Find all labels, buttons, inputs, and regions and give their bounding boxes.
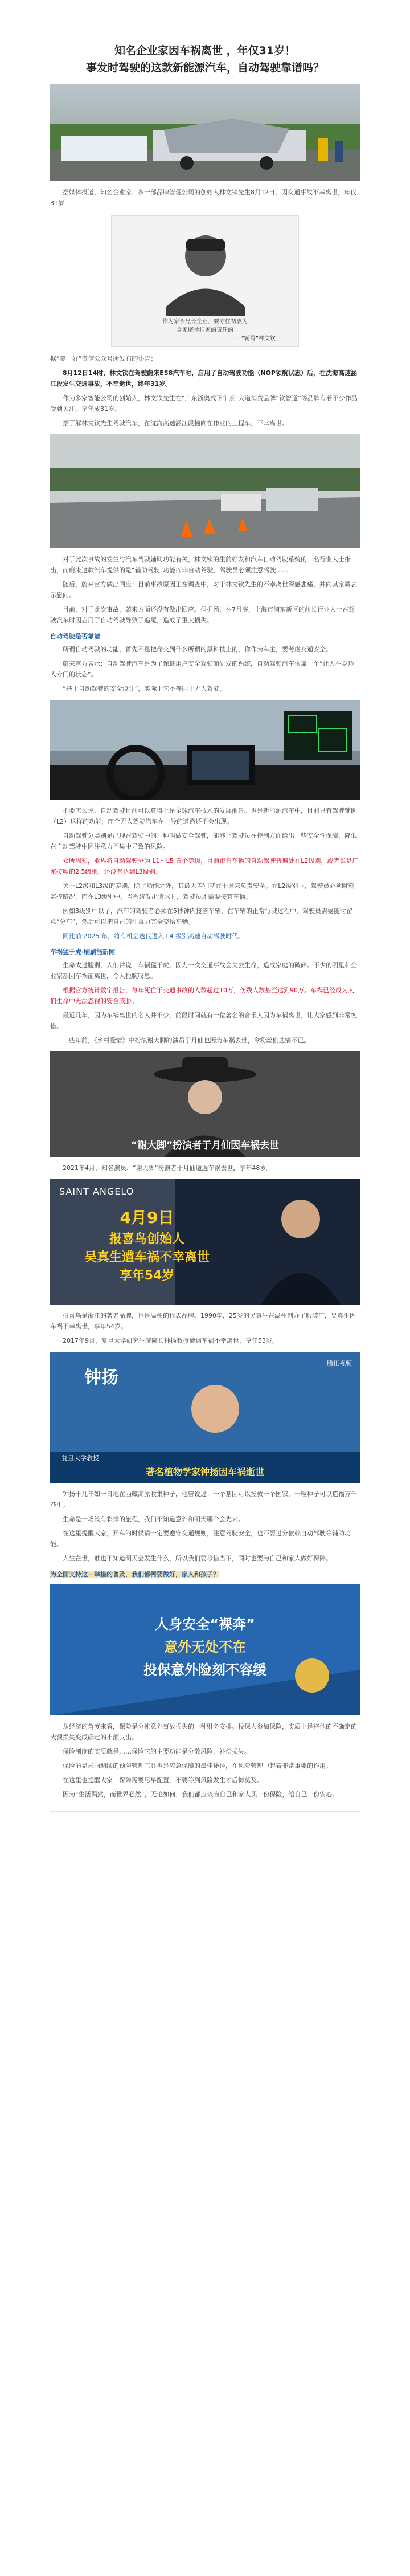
footer-divider (50, 1811, 360, 1812)
section-autopilot-heading: 自动驾驶是否靠谱 (50, 633, 100, 640)
professor-paragraph: 2017年9月，复旦大学研究生院院长钟扬教授遭遇车祸不幸离世，享年53岁。 (63, 1337, 278, 1344)
autopilot-paragraph-2: 蔚来官方表示：自动驾驶汽车是为了保证用户安全驾驶而研发的系统，自动驾驶汽车依靠一个“让人在身边人专门的状态”。 (50, 660, 354, 678)
autopilot-paragraph-7: 例如3级别中以了，汽车的驾驶者必须在5秒钟内接管车辆，在车辆的正常行驶过程中，驾驶员需要随时留意“分车”，然后可以把自己的注意力完全交给车辆。 (50, 907, 352, 926)
professor-title: 复旦大学教授 (62, 1454, 99, 1462)
crash-scene-photo (50, 84, 360, 181)
portrait-signature: ——“霸哥”林文钦 (229, 336, 276, 342)
expert-paragraph: 对于此次事故的发生与汽车驾驶辅助功能有关，林文钦的生前好友和汽车自动驾驶系统的一名行业人士指出，而蔚来这款汽车提供的是“辅助驾驶”功能而非自动驾驶，驾驶员必须注意驾驶…… (50, 556, 351, 574)
section-accident-heading: 车祸猛于虎·刷刷能新闻 (50, 948, 116, 956)
professor-detail-paragraph: 钟扬十几年如一日地在西藏高原收集种子，他曾说过：一个基因可以拯救一个国家，一粒种子可以造福万千苍生。 (50, 1490, 357, 1509)
memorial-portrait (111, 215, 299, 347)
actress-photo (50, 1051, 360, 1157)
life-paragraph: 生命是一场没有彩排的旅程，我们不知道意外和明天哪个会先来。 (63, 1515, 244, 1523)
autopilot-paragraph-3: “基于自动驾驶的安全设计”，实际上它不等同于无人驾驶。 (63, 685, 226, 692)
autopilot-cockpit-photo (50, 700, 360, 800)
autopilot-paragraph-1: 所谓自动驾驶的功能，首先不是把命交到什么所谓的黑科技上的，你作为车主，要考虑交通安全。 (63, 646, 332, 653)
founder-news-photo (50, 1179, 360, 1305)
portrait-caption-1: 作为家长兄长企业，要守住初衷为 (162, 319, 248, 325)
article-title (50, 0, 360, 76)
insurance-paragraph-2: 保险制度的实质就是……保险它的主要功能是分散风险，补偿损失。 (63, 1748, 251, 1755)
title-line-2: 事发时驾驶的这款新能源汽车，自动驾驶靠谱吗？ (85, 62, 324, 74)
title-line-1: 知名企业家因车祸离世 ，年仅31岁！ (114, 44, 296, 57)
obituary-text: 8月12日14时，林文钦在驾驶蔚来ES8汽车时，启用了自动驾驶功能（NOP领航状态）后，在沈海高速涵江段发生交通事故，不幸逝世，终年31岁。 (50, 369, 357, 388)
professor-headline: 著名植物学家钟扬因车祸逝世 (145, 1466, 264, 1477)
actress-paragraph: 一些年前，《乡村爱情》中扮演谢大脚的演员于月仙也因为车祸去世，令粉丝们悲痛不已。 (63, 1037, 310, 1044)
cherish-paragraph: 人生在世，谁也不知道明天会发生什么，所以我们要珍惜当下，同时也要为自己和家人做好保障。 (63, 1555, 332, 1562)
actress-photo-caption: “谢大脚”扮演者于月仙因车祸去世 (130, 1140, 280, 1151)
poster-line-2: 意外无处不在 (164, 1639, 246, 1655)
founder-paragraph: 作为多家智能公司的创始人，林文钦先生在“广东浙奥式下午茶”大道消费品牌“钦智道”等品牌有着不少作品受到关注，享年成31岁。 (50, 394, 358, 413)
autopilot-paragraph-4: 不要怎么说，自动驾驶目前可以算得上是全球汽车技术的发展前景。也是新能源汽车中，目前只有驾驶辅助（L2）这样的功能，而全无人驾驶汽车在一般的道路还不会出现。 (50, 807, 357, 825)
obituary-lead: 据“美一好”微信公众号所发布的讣告： (50, 355, 157, 362)
reminder-paragraph: 在这里提醒大家，开车的时候请一定要遵守交通规则，注意驾驶安全，也不要过分依赖自动驾驶等辅助功能。 (50, 1530, 351, 1548)
intro-paragraph: 据媒体报道，知名企业家、多一部品牌管理公司的创始人林文钦先生8月12日，因交通事故不幸离世，年仅31岁 (50, 189, 356, 207)
insurance-paragraph-5: 因为“生活偶然，而世界必然”，无论如何，我们都应该为自己和家人买一份保险，给自己一份安心。 (63, 1791, 339, 1798)
professor-name: 钟扬 (84, 1368, 118, 1388)
nio-response-paragraph: 随后，蔚来官方做出回应：目前事故原因正在调查中，对于林文钦先生的不幸离世深感悲痛，并向其家属表示慰问。 (50, 581, 357, 599)
accident-stat-paragraph: 根据官方统计数字报告，每年死亡于交通事故的人数超过10万，伤残人数甚至达到90万。车祸已经成为人们生命中无法忽视的安全威胁。 (50, 987, 354, 1005)
poster-line-3: 投保意外险刻不容缓 (144, 1662, 266, 1678)
celebrity-paragraph: 最近几年，因为车祸离世的名人并不少，前段时间就有一位著名的音乐人因为车祸离世，让大家感到非常惋惜。 (50, 1012, 357, 1030)
insurance-paragraph-3: 保险能是未雨绸缪的预防管理工具也是应急保障的最佳途径，在风险管理中起着非常重要的作用。 (63, 1762, 332, 1770)
news-line-2: 吴真生遭车祸不幸离世 (84, 1250, 210, 1265)
accident-paragraph: 据了解林文钦先生驾驶汽车，在沈海高速涵江段撞向在作业的工程车，不幸离世。 (63, 419, 288, 427)
autopilot-paragraph-6: 关于L2级和L3级的差别，除了功能之外，其最大差别就在于谁来负责安全。在L2级别下，驾驶员必须时刻监控路况，而在L3级别中，当系统发出请求时，驾驶员才需要接管车辆。 (50, 882, 355, 900)
section-insurance-heading (50, 1570, 360, 1579)
actress-detail-paragraph: 2021年4月，知名演员、“谢大脚”扮演者于月仙遭遇车祸去世，享年48岁。 (63, 1164, 273, 1172)
insurance-paragraph-1: 从经济的角度来看，保险是分摊意外事故损失的一种财务安排。投保人参加保险，实质上是将他的不确定的大额损失变成确定的小额支出。 (50, 1723, 357, 1741)
news-line-3: 享年54岁 (119, 1269, 175, 1283)
poster-line-1: 人身安全“裸奔” (155, 1616, 255, 1632)
news-date: 4月9日 (120, 1208, 174, 1227)
video-logo: 腾讯视频 (327, 1360, 352, 1367)
insurance-poster (50, 1584, 360, 1715)
autopilot-paragraph-5: 自动驾驶分类别是出现在驾驶中的一种叫做安全驾驶，能够让驾驶员在控制方面给出一些安全性保障，降低在自动驾驶中因注意力不集中导致的风险。 (50, 832, 357, 850)
autopilot-levels-paragraph: 众所周知，业界将自动驾驶分为 L1～L5 五个等级，目前市售车辆的自动驾驶普遍处在L2级别，或者说是广家按照的2.5级别，还没有达到L3级别。 (50, 857, 359, 875)
news-line-1: 报喜鸟创始人 (109, 1232, 184, 1246)
founder-detail-paragraph: 报喜鸟是浙江的著名品牌，也是温州的代表品牌。1990年，25岁的吴真生在温州创办了服装厂，吴真生因车祸不幸离世，享年54岁。 (50, 1312, 356, 1330)
insurance-paragraph-4: 在这里也提醒大家：保障需要尽早配置，不要等到风险发生才后悔莫及。 (63, 1776, 263, 1784)
insurance-heading-text: 为全面支持这一举措的普及，我们都需要做好，家人和孩子？ (50, 1571, 219, 1578)
accident-life-paragraph: 生命太过脆弱，人们常说：车祸猛于虎，因为一次交通事故会失去生命，造成家庭的破碎。不少的明星和企业家都因车祸而离世，令人扼腕叹息。 (50, 961, 357, 980)
brand-logo-text: SAINT ANGELO (59, 1186, 134, 1197)
professor-news-photo (50, 1352, 360, 1483)
highway-accident-photo (50, 434, 360, 548)
autopilot-forecast-paragraph: 同比前·2025 年，将有机会迭代进入 L4 级别高速自动驾驶时代。 (63, 932, 245, 940)
portrait-caption-2: 身家庭承担家的责任的 (177, 327, 233, 333)
previous-case-paragraph: 目前，对于此次事故，蔚来方面还没有做出回应。但据悉，在7月底，上海市浦东新区的前长行业人士在驾驶汽车时因启用了自动驾驶导致了追尾，造成了重大损失。 (50, 606, 355, 624)
